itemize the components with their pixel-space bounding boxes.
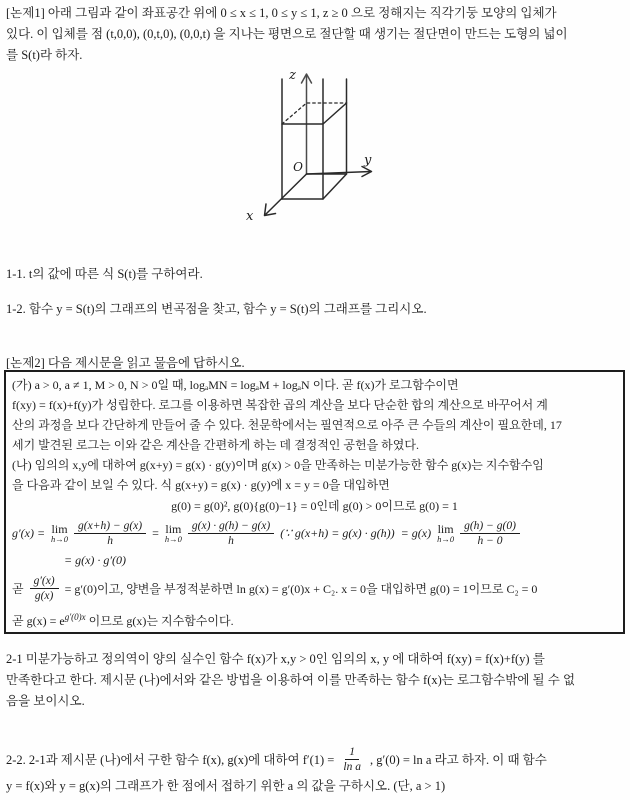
- problem1-statement: [6, 3, 626, 66]
- text-line: 만족한다고 한다. 제시문 (나)에서와 같은 방법을 이용하여 이를 만족하는 함수 f(x)는 로그함수밖에 될 수 없: [6, 673, 576, 687]
- z-axis-label: z: [289, 68, 296, 83]
- equation-g0: g(0) = g(0)², g(0){g(0)−1} = 0인데 g(0) > 0이므로 g(0) = 1: [171, 499, 458, 513]
- fraction: $\frac{1}{\text{ln a}}$: [343, 745, 361, 773]
- question-1-1: 1-1. t의 값에 따른 식 S(t)를 구하여라.: [6, 267, 203, 281]
- equation-rhs: = g(x): [400, 526, 432, 540]
- limit-operator: lim h→0: [437, 521, 455, 544]
- because-note: (∵ g(x+h) = g(x) · g(h)): [280, 526, 395, 540]
- text-pre: 곧: [12, 582, 24, 596]
- x-axis: [266, 174, 307, 214]
- text-pre: 곧 g(x) = e: [12, 614, 65, 628]
- equation-lhs: g′(x) =: [12, 526, 46, 540]
- derivative-equation: [12, 519, 617, 548]
- prism-base: [282, 174, 347, 199]
- passage-box: [4, 370, 625, 634]
- text-line: (가) a > 0, a ≠ 1, M > 0, N > 0일 때, logₐMN = logₐM + logₐN 이다. 곧 f(x)가 로그함수이면: [12, 378, 459, 392]
- text-line: 음을 보이시오.: [6, 694, 85, 708]
- text-line: 세기 발견된 로그는 이와 같은 계산을 간편하게 하는 데 결정적인 공헌을 하였다.: [12, 438, 419, 452]
- prism-figure: [245, 64, 397, 228]
- question-2-1: [6, 649, 626, 712]
- limit-operator: lim h→0: [51, 521, 69, 544]
- text-post: 이므로 g(x)는 지수함수이다.: [85, 614, 234, 628]
- text-line: 있다. 이 입체를 점 (t,0,0), (0,t,0), (0,0,t) 을 지나는 평면으로 절단할 때 생기는 절단면이 만드는 도형의 넓이: [6, 27, 568, 41]
- text-line: 를 S(t)라 하자.: [6, 48, 83, 62]
- text-line: 을 다음과 같이 보일 수 있다. 식 g(x+y) = g(x) · g(y)에 x = y = 0을 대입하면: [12, 478, 390, 492]
- problem2-heading: [논제2] 다음 제시문을 읽고 물음에 답하시오.: [6, 356, 245, 370]
- section-face-front: [282, 103, 347, 124]
- exponent: g′(0)x: [64, 612, 86, 622]
- question-1-2: 1-2. 함수 y = S(t)의 그래프의 변곡점을 찾고, 함수 y = S(t)의 그래프를 그리시오.: [6, 302, 427, 316]
- fraction: $\frac{g(h) - g(0)}{h - 0}$: [460, 519, 520, 548]
- text-line: (나) 임의의 x,y에 대하여 g(x+y) = g(x) · g(y)이며 g(x) > 0을 만족하는 미분가능한 함수 g(x)는 지수함수임: [12, 458, 544, 472]
- text-post: , g′(0) = ln a 라고 하자. 이 때 함수: [369, 753, 547, 767]
- text-post: = g′(0)이고, 양변을 부정적분하면 ln g(x) = g′(0)x + C₂. x = 0을 대입하면 g(0) = 1이므로 C₂ = 0: [64, 582, 538, 596]
- x-axis-label: x: [246, 209, 254, 224]
- integration-line: [12, 574, 617, 603]
- fraction: $\frac{g'(x)}{g(x)}$: [30, 574, 59, 603]
- derivative-result: = g(x) · g′(0): [64, 553, 127, 567]
- question-2-2: [6, 743, 626, 797]
- limit-operator: lim h→0: [164, 521, 182, 544]
- text-line: f(xy) = f(x)+f(y)가 성립한다. 로그를 이용하면 복잡한 곱의 계산을 보다 단순한 합의 계산으로 바꾸어서 계: [12, 398, 548, 412]
- passage-ga: [12, 375, 617, 455]
- question-2-2-line1: [6, 743, 626, 775]
- section-face-hidden: [282, 103, 347, 124]
- text-pre: 2-2. 2-1과 제시문 (나)에서 구한 함수 f(x), g(x)에 대하여 f′(1) =: [6, 753, 335, 767]
- text-line: [논제1] 아래 그림과 같이 좌표공간 위에 0 ≤ x ≤ 1, 0 ≤ y ≤ 1, z ≥ 0 으로 정해지는 직각기둥 모양의 입체가: [6, 6, 557, 20]
- question-2-2-line2: y = f(x)와 y = g(x)의 그래프가 한 점에서 접하기 위한 a 의 값을 구하시오. (단, a > 1): [6, 779, 446, 793]
- fraction: $\frac{g(x+h) - g(x)}{h}$: [74, 519, 146, 548]
- conclusion-line: [12, 607, 617, 631]
- fraction: $\frac{g(x) \cdot g(h) - g(x)}{h}$: [188, 519, 274, 548]
- equals-sign: =: [152, 526, 159, 540]
- passage-na: [12, 455, 617, 495]
- y-axis-label: y: [364, 153, 372, 168]
- origin-label: O: [293, 160, 303, 174]
- text-line: 산의 과정을 보다 간단하게 만들어 줄 수 있다. 천문학에서는 필연적으로 아주 큰 수들의 계산이 필요한데, 17: [12, 418, 562, 432]
- text-line: 2-1 미분가능하고 정의역이 양의 실수인 함수 f(x)가 x,y > 0인 임의의 x, y 에 대하여 f(xy) = f(x)+f(y) 를: [6, 652, 545, 666]
